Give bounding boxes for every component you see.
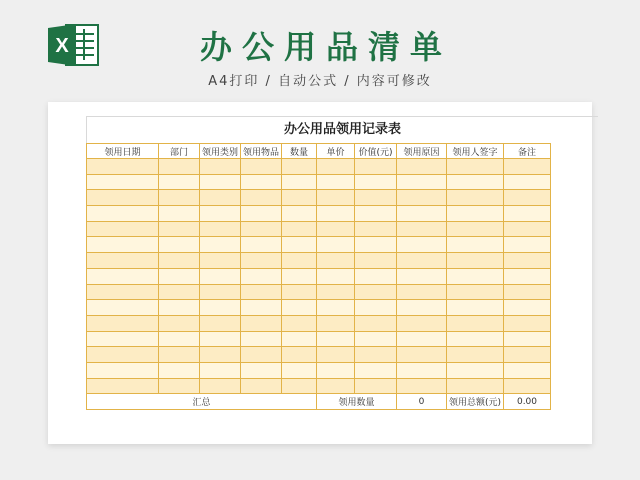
table-cell[interactable]	[447, 315, 504, 331]
column-header[interactable]: 单价	[317, 144, 355, 159]
table-cell[interactable]	[447, 378, 504, 394]
table-cell[interactable]	[504, 284, 551, 300]
table-cell[interactable]	[87, 331, 159, 347]
table-cell[interactable]	[397, 159, 447, 175]
table-row	[87, 253, 551, 269]
table-cell[interactable]	[241, 315, 282, 331]
table-cell[interactable]	[355, 237, 397, 253]
table-cell[interactable]	[397, 221, 447, 237]
table-cell[interactable]	[87, 300, 159, 316]
table-cell[interactable]	[241, 331, 282, 347]
table-cell[interactable]	[397, 190, 447, 206]
table-cell[interactable]	[159, 315, 200, 331]
table-cell[interactable]	[504, 331, 551, 347]
table-cell[interactable]	[317, 221, 355, 237]
table-cell[interactable]	[355, 331, 397, 347]
table-cell[interactable]	[87, 190, 159, 206]
table-cell[interactable]	[397, 174, 447, 190]
table-cell[interactable]	[355, 284, 397, 300]
table-cell[interactable]	[241, 159, 282, 175]
total-label: 领用总额(元)	[447, 394, 504, 410]
table-cell[interactable]	[504, 206, 551, 222]
table-cell[interactable]	[200, 174, 241, 190]
table-row	[87, 362, 551, 378]
table-row	[87, 378, 551, 394]
table-cell[interactable]	[200, 206, 241, 222]
table-cell[interactable]	[397, 331, 447, 347]
page-subtitle: A4打印 / 自动公式 / 内容可修改	[208, 74, 432, 89]
spreadsheet-paper	[48, 102, 592, 444]
table-row	[87, 221, 551, 237]
table-cell[interactable]	[87, 284, 159, 300]
table-cell[interactable]	[317, 268, 355, 284]
table-cell[interactable]	[317, 331, 355, 347]
table-cell[interactable]	[87, 206, 159, 222]
column-header[interactable]: 数量	[282, 144, 317, 159]
table-cell[interactable]	[504, 300, 551, 316]
column-header[interactable]: 价值(元)	[355, 144, 397, 159]
table-cell[interactable]	[241, 221, 282, 237]
table-cell[interactable]	[200, 253, 241, 269]
page-title: 办公用品清单	[200, 28, 453, 66]
logo-letter: X	[55, 35, 69, 57]
table-cell[interactable]	[447, 206, 504, 222]
table-cell[interactable]	[159, 347, 200, 363]
table-cell[interactable]	[447, 362, 504, 378]
sheet-title: 办公用品领用记录表	[86, 116, 598, 143]
table-cell[interactable]	[200, 190, 241, 206]
table-cell[interactable]	[504, 315, 551, 331]
table-cell[interactable]	[87, 253, 159, 269]
table-cell[interactable]	[317, 347, 355, 363]
table-cell[interactable]	[355, 206, 397, 222]
summary-label: 汇总	[87, 394, 317, 410]
table-cell[interactable]	[355, 300, 397, 316]
table-cell[interactable]	[397, 347, 447, 363]
header-row	[87, 144, 551, 159]
table-cell[interactable]	[200, 268, 241, 284]
column-header[interactable]: 领用类别	[200, 144, 241, 159]
column-header[interactable]: 领用原因	[397, 144, 447, 159]
table-cell[interactable]	[397, 315, 447, 331]
table-cell[interactable]	[447, 237, 504, 253]
table-cell[interactable]	[397, 300, 447, 316]
table-cell[interactable]	[282, 221, 317, 237]
table-cell[interactable]	[504, 159, 551, 175]
table-cell[interactable]	[241, 190, 282, 206]
table-cell[interactable]	[504, 237, 551, 253]
table-cell[interactable]	[159, 362, 200, 378]
record-table	[86, 143, 551, 410]
table-cell[interactable]	[87, 378, 159, 394]
table-cell[interactable]	[282, 206, 317, 222]
table-cell[interactable]	[87, 237, 159, 253]
table-cell[interactable]	[200, 284, 241, 300]
table-row	[87, 174, 551, 190]
table-cell[interactable]	[282, 300, 317, 316]
table-cell[interactable]	[87, 174, 159, 190]
table-cell[interactable]	[355, 347, 397, 363]
table-cell[interactable]	[397, 253, 447, 269]
table-cell[interactable]	[241, 268, 282, 284]
table-cell[interactable]	[317, 159, 355, 175]
column-header[interactable]: 领用日期	[87, 144, 159, 159]
table-cell[interactable]	[447, 268, 504, 284]
table-cell[interactable]	[317, 206, 355, 222]
qty-label: 领用数量	[317, 394, 397, 410]
table-cell[interactable]	[447, 190, 504, 206]
table-cell[interactable]	[200, 331, 241, 347]
table-cell[interactable]	[159, 159, 200, 175]
table-cell[interactable]	[200, 300, 241, 316]
table-row	[87, 331, 551, 347]
table-cell[interactable]	[397, 362, 447, 378]
table-cell[interactable]	[504, 347, 551, 363]
table-cell[interactable]	[504, 190, 551, 206]
table-cell[interactable]	[241, 174, 282, 190]
table-cell[interactable]	[159, 206, 200, 222]
table-cell[interactable]	[317, 174, 355, 190]
table-cell[interactable]	[355, 253, 397, 269]
table-row	[87, 315, 551, 331]
table-row	[87, 300, 551, 316]
table-cell[interactable]	[159, 378, 200, 394]
table-cell[interactable]	[317, 378, 355, 394]
table-cell[interactable]	[282, 284, 317, 300]
table-cell[interactable]	[200, 315, 241, 331]
table-cell[interactable]	[159, 190, 200, 206]
table-cell[interactable]	[355, 362, 397, 378]
table-cell[interactable]	[87, 347, 159, 363]
table-cell[interactable]	[159, 300, 200, 316]
table-cell[interactable]	[200, 347, 241, 363]
table-cell[interactable]	[159, 284, 200, 300]
table-cell[interactable]	[241, 347, 282, 363]
table-cell[interactable]	[355, 159, 397, 175]
table-cell[interactable]	[447, 174, 504, 190]
table-cell[interactable]	[159, 174, 200, 190]
column-header[interactable]: 部门	[159, 144, 200, 159]
table-cell[interactable]	[447, 253, 504, 269]
qty-value[interactable]: 0	[397, 394, 447, 410]
table-cell[interactable]	[282, 237, 317, 253]
column-header[interactable]: 领用人签字	[447, 144, 504, 159]
table-cell[interactable]	[447, 159, 504, 175]
table-cell[interactable]	[317, 237, 355, 253]
table-cell[interactable]	[447, 221, 504, 237]
table-cell[interactable]	[317, 284, 355, 300]
table-cell[interactable]	[397, 206, 447, 222]
table-cell[interactable]	[159, 237, 200, 253]
table-cell[interactable]	[241, 362, 282, 378]
table-cell[interactable]	[282, 331, 317, 347]
table-cell[interactable]	[447, 347, 504, 363]
table-cell[interactable]	[159, 253, 200, 269]
table-cell[interactable]	[317, 253, 355, 269]
summary-row	[87, 394, 551, 410]
table-cell[interactable]	[397, 237, 447, 253]
table-cell[interactable]	[355, 268, 397, 284]
table-cell[interactable]	[241, 253, 282, 269]
table-cell[interactable]	[282, 159, 317, 175]
table-cell[interactable]	[504, 174, 551, 190]
table-cell[interactable]	[504, 362, 551, 378]
table-cell[interactable]	[317, 190, 355, 206]
table-cell[interactable]	[317, 362, 355, 378]
table-cell[interactable]	[159, 221, 200, 237]
table-cell[interactable]	[317, 300, 355, 316]
table-cell[interactable]	[447, 284, 504, 300]
table-cell[interactable]	[355, 378, 397, 394]
table-cell[interactable]	[200, 221, 241, 237]
table-row	[87, 237, 551, 253]
table-cell[interactable]	[241, 300, 282, 316]
table-row	[87, 190, 551, 206]
spreadsheet	[86, 116, 598, 410]
table-cell[interactable]	[87, 159, 159, 175]
table-cell[interactable]	[241, 237, 282, 253]
table-cell[interactable]	[241, 284, 282, 300]
table-cell[interactable]	[504, 378, 551, 394]
table-cell[interactable]	[282, 362, 317, 378]
table-cell[interactable]	[282, 378, 317, 394]
table-cell[interactable]	[397, 268, 447, 284]
column-header[interactable]: 领用物品	[241, 144, 282, 159]
table-cell[interactable]	[397, 378, 447, 394]
table-cell[interactable]	[504, 268, 551, 284]
table-cell[interactable]	[159, 268, 200, 284]
table-cell[interactable]	[282, 347, 317, 363]
table-cell[interactable]	[200, 159, 241, 175]
table-cell[interactable]	[87, 221, 159, 237]
column-header[interactable]: 备注	[504, 144, 551, 159]
table-cell[interactable]	[282, 268, 317, 284]
table-row	[87, 347, 551, 363]
table-cell[interactable]	[397, 284, 447, 300]
table-cell[interactable]	[504, 253, 551, 269]
table-cell[interactable]	[200, 378, 241, 394]
table-cell[interactable]	[87, 268, 159, 284]
table-cell[interactable]	[200, 362, 241, 378]
table-cell[interactable]	[355, 315, 397, 331]
table-cell[interactable]	[282, 190, 317, 206]
table-cell[interactable]	[200, 237, 241, 253]
table-cell[interactable]	[282, 174, 317, 190]
table-cell[interactable]	[447, 300, 504, 316]
table-cell[interactable]	[317, 315, 355, 331]
table-cell[interactable]	[241, 378, 282, 394]
table-cell[interactable]	[282, 253, 317, 269]
table-cell[interactable]	[87, 315, 159, 331]
table-cell[interactable]	[87, 362, 159, 378]
table-cell[interactable]	[282, 315, 317, 331]
table-row	[87, 159, 551, 175]
table-cell[interactable]	[355, 221, 397, 237]
table-cell[interactable]	[355, 190, 397, 206]
table-cell[interactable]	[241, 206, 282, 222]
table-cell[interactable]	[447, 331, 504, 347]
table-cell[interactable]	[159, 331, 200, 347]
table-row	[87, 268, 551, 284]
total-value[interactable]: 0.00	[504, 394, 551, 410]
table-row	[87, 284, 551, 300]
table-cell[interactable]	[504, 221, 551, 237]
table-row	[87, 206, 551, 222]
excel-icon	[46, 22, 100, 68]
table-cell[interactable]	[355, 174, 397, 190]
